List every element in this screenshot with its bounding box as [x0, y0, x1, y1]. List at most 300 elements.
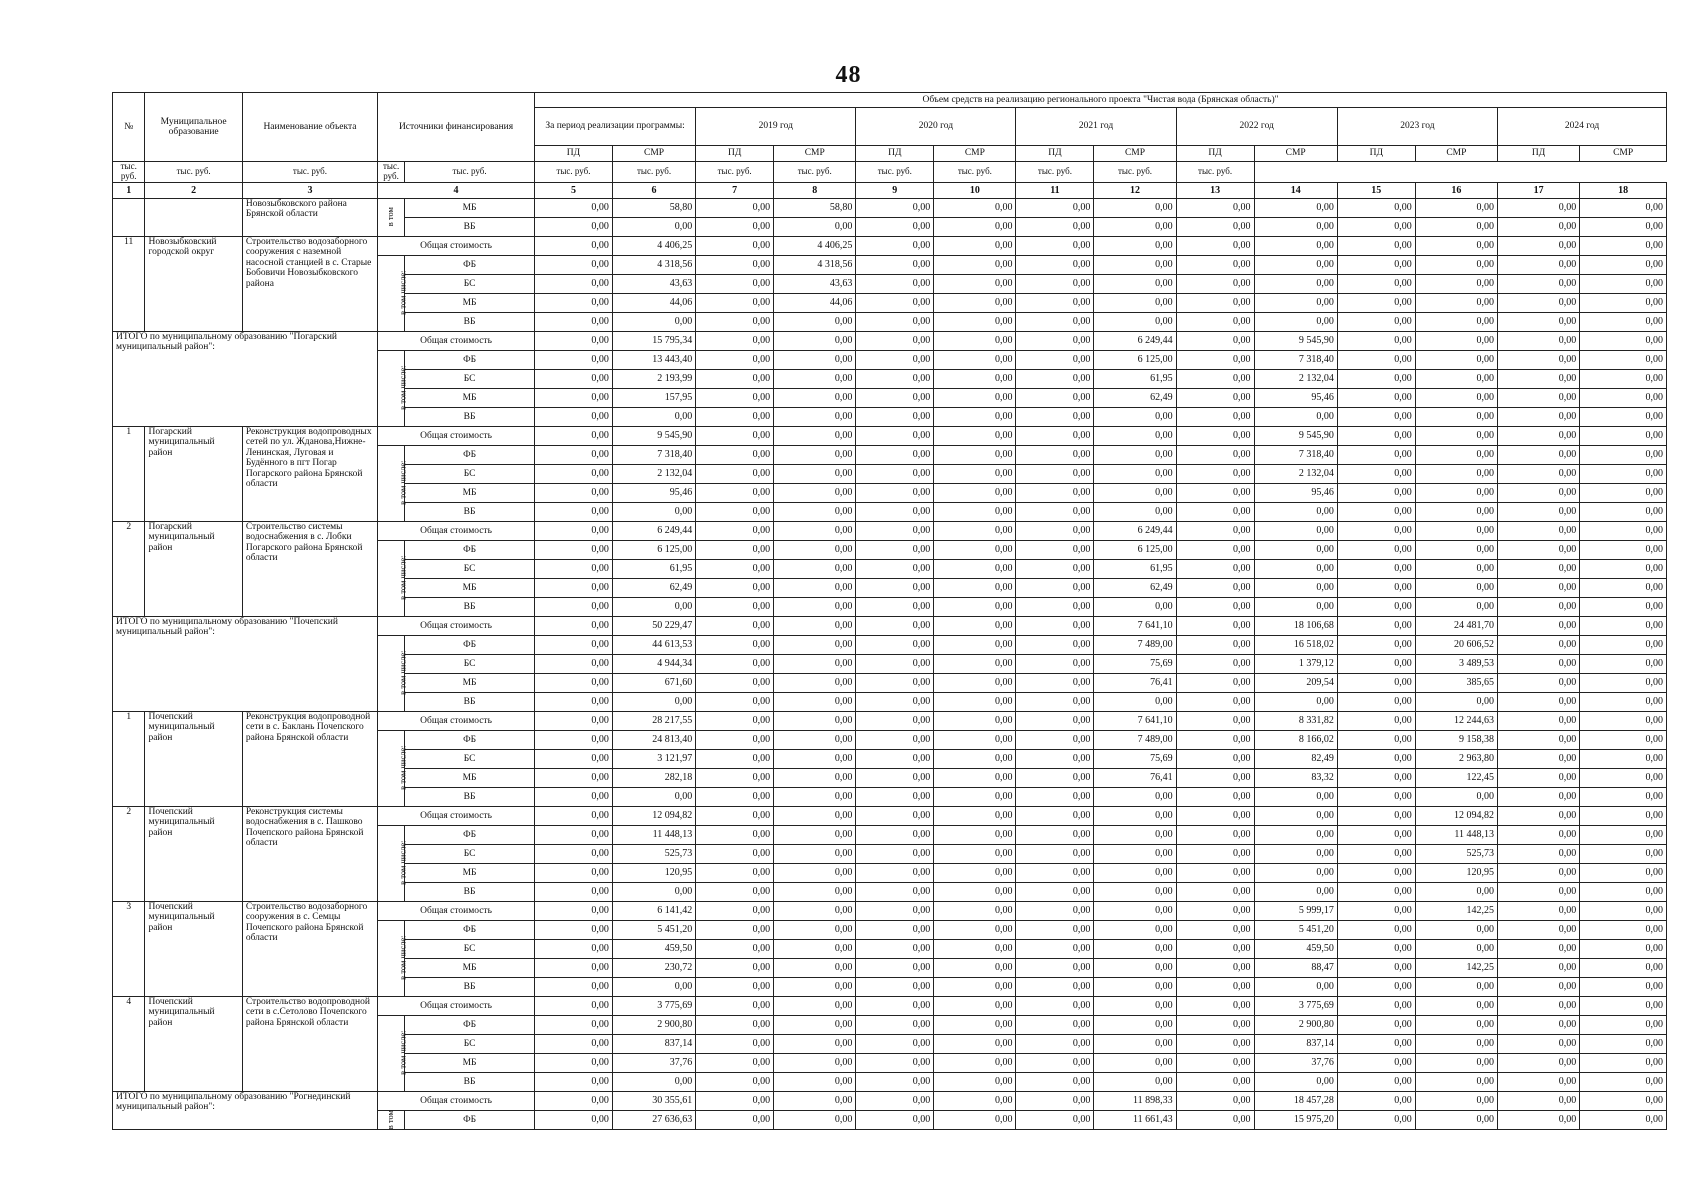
source-code-cell: МБ: [405, 293, 535, 312]
value-cell: 0,00: [934, 1091, 1016, 1110]
value-cell: 95,46: [612, 483, 695, 502]
value-cell: 0,00: [534, 692, 612, 711]
value-cell: 0,00: [1415, 407, 1497, 426]
value-cell: 9 158,38: [1415, 730, 1497, 749]
value-cell: 0,00: [856, 996, 934, 1015]
value-cell: 20 606,52: [1415, 635, 1497, 654]
value-cell: 0,00: [774, 331, 856, 350]
object-name-cell: Строительство системы водоснабжения в с. Лобки Погарского района Брянской области: [242, 521, 377, 616]
value-cell: 0,00: [774, 483, 856, 502]
value-cell: 0,00: [856, 1053, 934, 1072]
value-cell: 0,00: [774, 958, 856, 977]
value-cell: 0,00: [1094, 825, 1176, 844]
value-cell: 0,00: [1415, 236, 1497, 255]
value-cell: 0,00: [1497, 996, 1579, 1015]
header-unit: тыс. руб.: [696, 162, 774, 183]
value-cell: 0,00: [934, 1015, 1016, 1034]
value-cell: 0,00: [1176, 977, 1254, 996]
value-cell: 0,00: [612, 312, 695, 331]
value-cell: 0,00: [1337, 882, 1415, 901]
value-cell: 0,00: [856, 1034, 934, 1053]
header-period: За период реализации программы:: [534, 108, 695, 146]
value-cell: 0,00: [1497, 939, 1579, 958]
value-cell: 0,00: [774, 1091, 856, 1110]
value-cell: 0,00: [856, 521, 934, 540]
municipality-cell: Почепский муниципальный район: [145, 711, 242, 806]
value-cell: 0,00: [1497, 331, 1579, 350]
header-period: 2019 год: [696, 108, 856, 146]
value-cell: 0,00: [1415, 996, 1497, 1015]
value-cell: 0,00: [1254, 521, 1337, 540]
table-row: [113, 198, 1667, 217]
source-code-cell: ФБ: [405, 920, 535, 939]
value-cell: 0,00: [934, 597, 1016, 616]
source-code-cell: ФБ: [405, 350, 535, 369]
value-cell: 0,00: [1094, 1034, 1176, 1053]
value-cell: 0,00: [1337, 1110, 1415, 1129]
table-row: [113, 616, 1667, 635]
value-cell: 0,00: [1415, 597, 1497, 616]
header-pd: ПД: [534, 146, 612, 162]
value-cell: 0,00: [1176, 673, 1254, 692]
value-cell: 0,00: [696, 445, 774, 464]
value-cell: 0,00: [774, 654, 856, 673]
value-cell: 0,00: [856, 863, 934, 882]
value-cell: 0,00: [534, 312, 612, 331]
value-cell: 0,00: [1016, 540, 1094, 559]
value-cell: 0,00: [934, 1072, 1016, 1091]
value-cell: 0,00: [534, 274, 612, 293]
value-cell: 0,00: [534, 255, 612, 274]
value-cell: 0,00: [696, 673, 774, 692]
value-cell: 0,00: [1016, 312, 1094, 331]
value-cell: 0,00: [1580, 369, 1667, 388]
source-code-cell: МБ: [405, 958, 535, 977]
value-cell: 0,00: [1337, 711, 1415, 730]
value-cell: 0,00: [934, 445, 1016, 464]
value-cell: 0,00: [534, 939, 612, 958]
value-cell: 0,00: [934, 483, 1016, 502]
value-cell: 0,00: [1337, 464, 1415, 483]
value-cell: 0,00: [856, 1072, 934, 1091]
value-cell: 0,00: [1497, 1053, 1579, 1072]
value-cell: 0,00: [1176, 540, 1254, 559]
source-code-cell: МБ: [405, 578, 535, 597]
value-cell: 0,00: [1580, 673, 1667, 692]
header-pd: ПД: [696, 146, 774, 162]
value-cell: 0,00: [696, 369, 774, 388]
value-cell: 0,00: [1580, 236, 1667, 255]
value-cell: 0,00: [1580, 331, 1667, 350]
value-cell: 0,00: [1254, 806, 1337, 825]
value-cell: 0,00: [1580, 692, 1667, 711]
value-cell: 0,00: [1497, 350, 1579, 369]
header-unit: тыс. руб.: [1176, 162, 1254, 183]
value-cell: 0,00: [1337, 863, 1415, 882]
header-smr: СМР: [1094, 146, 1176, 162]
value-cell: 0,00: [1415, 882, 1497, 901]
value-cell: 0,00: [1176, 1091, 1254, 1110]
source-code-cell: МБ: [405, 863, 535, 882]
header-pd: ПД: [1497, 146, 1579, 162]
value-cell: 0,00: [1016, 825, 1094, 844]
value-cell: 0,00: [1016, 1034, 1094, 1053]
value-cell: 0,00: [534, 578, 612, 597]
value-cell: 12 094,82: [1415, 806, 1497, 825]
value-cell: 0,00: [1580, 217, 1667, 236]
value-cell: 16 518,02: [1254, 635, 1337, 654]
value-cell: 0,00: [934, 274, 1016, 293]
source-code-cell: ВБ: [405, 692, 535, 711]
value-cell: 11 898,33: [1094, 1091, 1176, 1110]
value-cell: 0,00: [1337, 806, 1415, 825]
value-cell: 0,00: [696, 749, 774, 768]
header-smr: СМР: [934, 146, 1016, 162]
source-code-cell: ФБ: [405, 730, 535, 749]
value-cell: 0,00: [934, 977, 1016, 996]
value-cell: 0,00: [1580, 901, 1667, 920]
value-cell: 0,00: [774, 445, 856, 464]
value-cell: 0,00: [856, 293, 934, 312]
value-cell: 0,00: [1497, 255, 1579, 274]
value-cell: 0,00: [1497, 502, 1579, 521]
value-cell: 0,00: [1337, 1015, 1415, 1034]
value-cell: 0,00: [1337, 597, 1415, 616]
value-cell: 0,00: [856, 445, 934, 464]
value-cell: 0,00: [1337, 977, 1415, 996]
value-cell: 0,00: [1016, 502, 1094, 521]
source-total-cell: Общая стоимость: [378, 331, 535, 350]
value-cell: 0,00: [1016, 1110, 1094, 1129]
value-cell: 0,00: [1580, 863, 1667, 882]
value-cell: 0,00: [1580, 1110, 1667, 1129]
value-cell: 0,00: [1176, 1072, 1254, 1091]
value-cell: 0,00: [612, 787, 695, 806]
including-label: [378, 1015, 408, 1091]
value-cell: 120,95: [612, 863, 695, 882]
value-cell: 0,00: [1415, 977, 1497, 996]
header-municipality: Муниципальное образование: [145, 93, 242, 162]
value-cell: 75,69: [1094, 654, 1176, 673]
value-cell: 0,00: [1497, 635, 1579, 654]
value-cell: 0,00: [1497, 426, 1579, 445]
value-cell: 0,00: [1580, 768, 1667, 787]
value-cell: 0,00: [1176, 597, 1254, 616]
value-cell: 12 244,63: [1415, 711, 1497, 730]
value-cell: 0,00: [1176, 825, 1254, 844]
value-cell: 0,00: [934, 369, 1016, 388]
value-cell: 88,47: [1254, 958, 1337, 977]
value-cell: 0,00: [1337, 673, 1415, 692]
value-cell: 9 545,90: [1254, 426, 1337, 445]
header-unit: тыс. руб.: [1016, 162, 1094, 183]
value-cell: 0,00: [1016, 654, 1094, 673]
value-cell: 6 125,00: [612, 540, 695, 559]
value-cell: 0,00: [696, 616, 774, 635]
value-cell: 0,00: [856, 806, 934, 825]
value-cell: 0,00: [696, 825, 774, 844]
value-cell: 0,00: [1337, 920, 1415, 939]
value-cell: 0,00: [696, 350, 774, 369]
including-text: в том числе:: [397, 745, 408, 790]
value-cell: 0,00: [856, 882, 934, 901]
value-cell: 0,00: [534, 920, 612, 939]
including-label: [378, 540, 408, 616]
value-cell: 0,00: [856, 635, 934, 654]
value-cell: 0,00: [1176, 1034, 1254, 1053]
value-cell: 0,00: [1337, 369, 1415, 388]
value-cell: 0,00: [1415, 293, 1497, 312]
value-cell: 0,00: [1337, 483, 1415, 502]
value-cell: 0,00: [1176, 616, 1254, 635]
value-cell: 0,00: [856, 350, 934, 369]
value-cell: 0,00: [774, 825, 856, 844]
value-cell: 0,00: [1016, 1015, 1094, 1034]
value-cell: 9 545,90: [1254, 331, 1337, 350]
value-cell: 0,00: [934, 293, 1016, 312]
including-text: в том числе:: [397, 460, 408, 505]
value-cell: 0,00: [534, 1091, 612, 1110]
object-name-cell: Строительство водозаборного сооружения в с. Семцы Почепского района Брянской области: [242, 901, 377, 996]
column-number: 17: [1497, 182, 1579, 198]
value-cell: 24 813,40: [612, 730, 695, 749]
value-cell: 0,00: [1016, 445, 1094, 464]
value-cell: 0,00: [774, 692, 856, 711]
value-cell: 0,00: [1176, 692, 1254, 711]
including-text: в том числе:: [397, 650, 408, 695]
value-cell: 671,60: [612, 673, 695, 692]
value-cell: 0,00: [1337, 692, 1415, 711]
value-cell: 0,00: [1497, 312, 1579, 331]
column-number: 16: [1415, 182, 1497, 198]
value-cell: 0,00: [534, 806, 612, 825]
value-cell: 7 641,10: [1094, 711, 1176, 730]
value-cell: 0,00: [1580, 198, 1667, 217]
source-code-cell: ВБ: [405, 787, 535, 806]
value-cell: 0,00: [534, 1053, 612, 1072]
value-cell: 0,00: [1176, 749, 1254, 768]
value-cell: 0,00: [534, 1110, 612, 1129]
value-cell: 0,00: [856, 711, 934, 730]
source-code-cell: ВБ: [405, 882, 535, 901]
value-cell: 0,00: [934, 958, 1016, 977]
including-label: [378, 825, 408, 901]
value-cell: 0,00: [856, 1015, 934, 1034]
value-cell: 11 448,13: [1415, 825, 1497, 844]
value-cell: 0,00: [696, 692, 774, 711]
value-cell: 0,00: [534, 426, 612, 445]
value-cell: 0,00: [774, 768, 856, 787]
value-cell: 0,00: [1497, 540, 1579, 559]
value-cell: 0,00: [1415, 787, 1497, 806]
including-text: в том числе:: [397, 1030, 408, 1075]
value-cell: 209,54: [1254, 673, 1337, 692]
value-cell: 0,00: [1016, 331, 1094, 350]
source-total-cell: Общая стоимость: [378, 426, 535, 445]
header-unit: тыс. руб.: [612, 162, 695, 183]
value-cell: 5 999,17: [1254, 901, 1337, 920]
header-unit: тыс. руб.: [774, 162, 856, 183]
value-cell: 0,00: [1094, 502, 1176, 521]
row-index: 1: [113, 711, 145, 806]
value-cell: 0,00: [1094, 217, 1176, 236]
value-cell: 0,00: [1337, 350, 1415, 369]
value-cell: 7 489,00: [1094, 730, 1176, 749]
value-cell: 8 331,82: [1254, 711, 1337, 730]
value-cell: 0,00: [696, 540, 774, 559]
value-cell: 7 641,10: [1094, 616, 1176, 635]
value-cell: 0,00: [696, 1072, 774, 1091]
value-cell: 0,00: [1497, 369, 1579, 388]
value-cell: 0,00: [612, 692, 695, 711]
value-cell: 4 318,56: [774, 255, 856, 274]
value-cell: 0,00: [534, 483, 612, 502]
value-cell: 0,00: [696, 198, 774, 217]
value-cell: 12 094,82: [612, 806, 695, 825]
column-number: 1: [113, 182, 145, 198]
value-cell: 0,00: [934, 730, 1016, 749]
value-cell: 0,00: [934, 920, 1016, 939]
value-cell: 0,00: [774, 920, 856, 939]
value-cell: 0,00: [1016, 635, 1094, 654]
value-cell: 0,00: [1337, 426, 1415, 445]
value-cell: 0,00: [1580, 255, 1667, 274]
value-cell: 0,00: [934, 768, 1016, 787]
value-cell: 0,00: [1415, 692, 1497, 711]
row-index: 1: [113, 426, 145, 521]
source-code-cell: БС: [405, 559, 535, 578]
value-cell: 6 125,00: [1094, 540, 1176, 559]
value-cell: 282,18: [612, 768, 695, 787]
value-cell: 0,00: [534, 996, 612, 1015]
header-unit: тыс. руб.: [1094, 162, 1176, 183]
municipality-cell: Почепский муниципальный район: [145, 901, 242, 996]
value-cell: 0,00: [1016, 882, 1094, 901]
column-number: 6: [612, 182, 695, 198]
value-cell: 0,00: [856, 749, 934, 768]
value-cell: 0,00: [696, 1091, 774, 1110]
header-period: 2023 год: [1337, 108, 1497, 146]
value-cell: 0,00: [1415, 1053, 1497, 1072]
column-number: 2: [145, 182, 242, 198]
value-cell: 0,00: [1497, 293, 1579, 312]
header-pd: ПД: [1016, 146, 1094, 162]
value-cell: 6 249,44: [1094, 331, 1176, 350]
value-cell: 0,00: [1176, 331, 1254, 350]
value-cell: 0,00: [1176, 502, 1254, 521]
column-number: 15: [1337, 182, 1415, 198]
value-cell: 0,00: [1176, 236, 1254, 255]
source-code-cell: МБ: [405, 388, 535, 407]
municipality-cell: Почепский муниципальный район: [145, 806, 242, 901]
value-cell: 0,00: [534, 445, 612, 464]
value-cell: 0,00: [856, 464, 934, 483]
value-cell: 0,00: [612, 977, 695, 996]
value-cell: 0,00: [856, 673, 934, 692]
source-code-cell: БС: [405, 274, 535, 293]
including-text: в том числе:: [397, 365, 408, 410]
source-code-cell: ВБ: [405, 1072, 535, 1091]
value-cell: 0,00: [774, 1053, 856, 1072]
value-cell: 0,00: [1580, 730, 1667, 749]
column-number: 7: [696, 182, 774, 198]
value-cell: 459,50: [612, 939, 695, 958]
value-cell: 0,00: [856, 407, 934, 426]
value-cell: 0,00: [1094, 274, 1176, 293]
value-cell: 0,00: [1016, 426, 1094, 445]
value-cell: 0,00: [1094, 445, 1176, 464]
value-cell: 0,00: [1497, 521, 1579, 540]
value-cell: 0,00: [774, 578, 856, 597]
value-cell: 0,00: [774, 369, 856, 388]
value-cell: 0,00: [1497, 654, 1579, 673]
value-cell: 0,00: [1337, 255, 1415, 274]
value-cell: 0,00: [696, 1110, 774, 1129]
header-object: Наименование объекта: [242, 93, 377, 162]
value-cell: 0,00: [696, 806, 774, 825]
value-cell: 0,00: [774, 901, 856, 920]
value-cell: 0,00: [1016, 749, 1094, 768]
value-cell: 0,00: [1016, 198, 1094, 217]
value-cell: 0,00: [534, 958, 612, 977]
value-cell: 24 481,70: [1415, 616, 1497, 635]
value-cell: 0,00: [1497, 730, 1579, 749]
value-cell: 0,00: [1176, 350, 1254, 369]
value-cell: 0,00: [1254, 597, 1337, 616]
value-cell: 0,00: [1016, 597, 1094, 616]
value-cell: 0,00: [856, 540, 934, 559]
value-cell: 0,00: [1337, 559, 1415, 578]
column-number: 14: [1254, 182, 1337, 198]
object-name-cell: Новозыбковского района Брянской области: [242, 198, 377, 236]
value-cell: 0,00: [1415, 331, 1497, 350]
value-cell: 0,00: [934, 673, 1016, 692]
value-cell: 0,00: [1176, 426, 1254, 445]
value-cell: 0,00: [856, 939, 934, 958]
value-cell: 0,00: [774, 464, 856, 483]
value-cell: 0,00: [1337, 958, 1415, 977]
value-cell: 0,00: [534, 597, 612, 616]
value-cell: 0,00: [1254, 540, 1337, 559]
value-cell: 0,00: [1415, 540, 1497, 559]
value-cell: 0,00: [1094, 996, 1176, 1015]
value-cell: 43,63: [612, 274, 695, 293]
value-cell: 0,00: [1176, 217, 1254, 236]
source-code-cell: ФБ: [405, 635, 535, 654]
value-cell: 0,00: [1176, 521, 1254, 540]
value-cell: 0,00: [1016, 996, 1094, 1015]
source-code-cell: ФБ: [405, 540, 535, 559]
object-name-cell: Строительство водозаборного сооружения с наземной насосной станцией в с. Старые Бобовичи Новозыбковского района: [242, 236, 377, 331]
value-cell: 0,00: [934, 236, 1016, 255]
value-cell: 0,00: [534, 217, 612, 236]
value-cell: 0,00: [856, 730, 934, 749]
value-cell: 0,00: [1254, 198, 1337, 217]
value-cell: 0,00: [1337, 236, 1415, 255]
value-cell: 0,00: [1415, 521, 1497, 540]
value-cell: 0,00: [774, 787, 856, 806]
source-code-cell: БС: [405, 464, 535, 483]
value-cell: 0,00: [1094, 198, 1176, 217]
value-cell: 0,00: [1016, 920, 1094, 939]
value-cell: 0,00: [1254, 312, 1337, 331]
value-cell: 0,00: [1016, 901, 1094, 920]
value-cell: 0,00: [696, 312, 774, 331]
table-row: [113, 426, 1667, 445]
value-cell: 0,00: [1094, 255, 1176, 274]
value-cell: 0,00: [1497, 958, 1579, 977]
value-cell: 9 545,90: [612, 426, 695, 445]
